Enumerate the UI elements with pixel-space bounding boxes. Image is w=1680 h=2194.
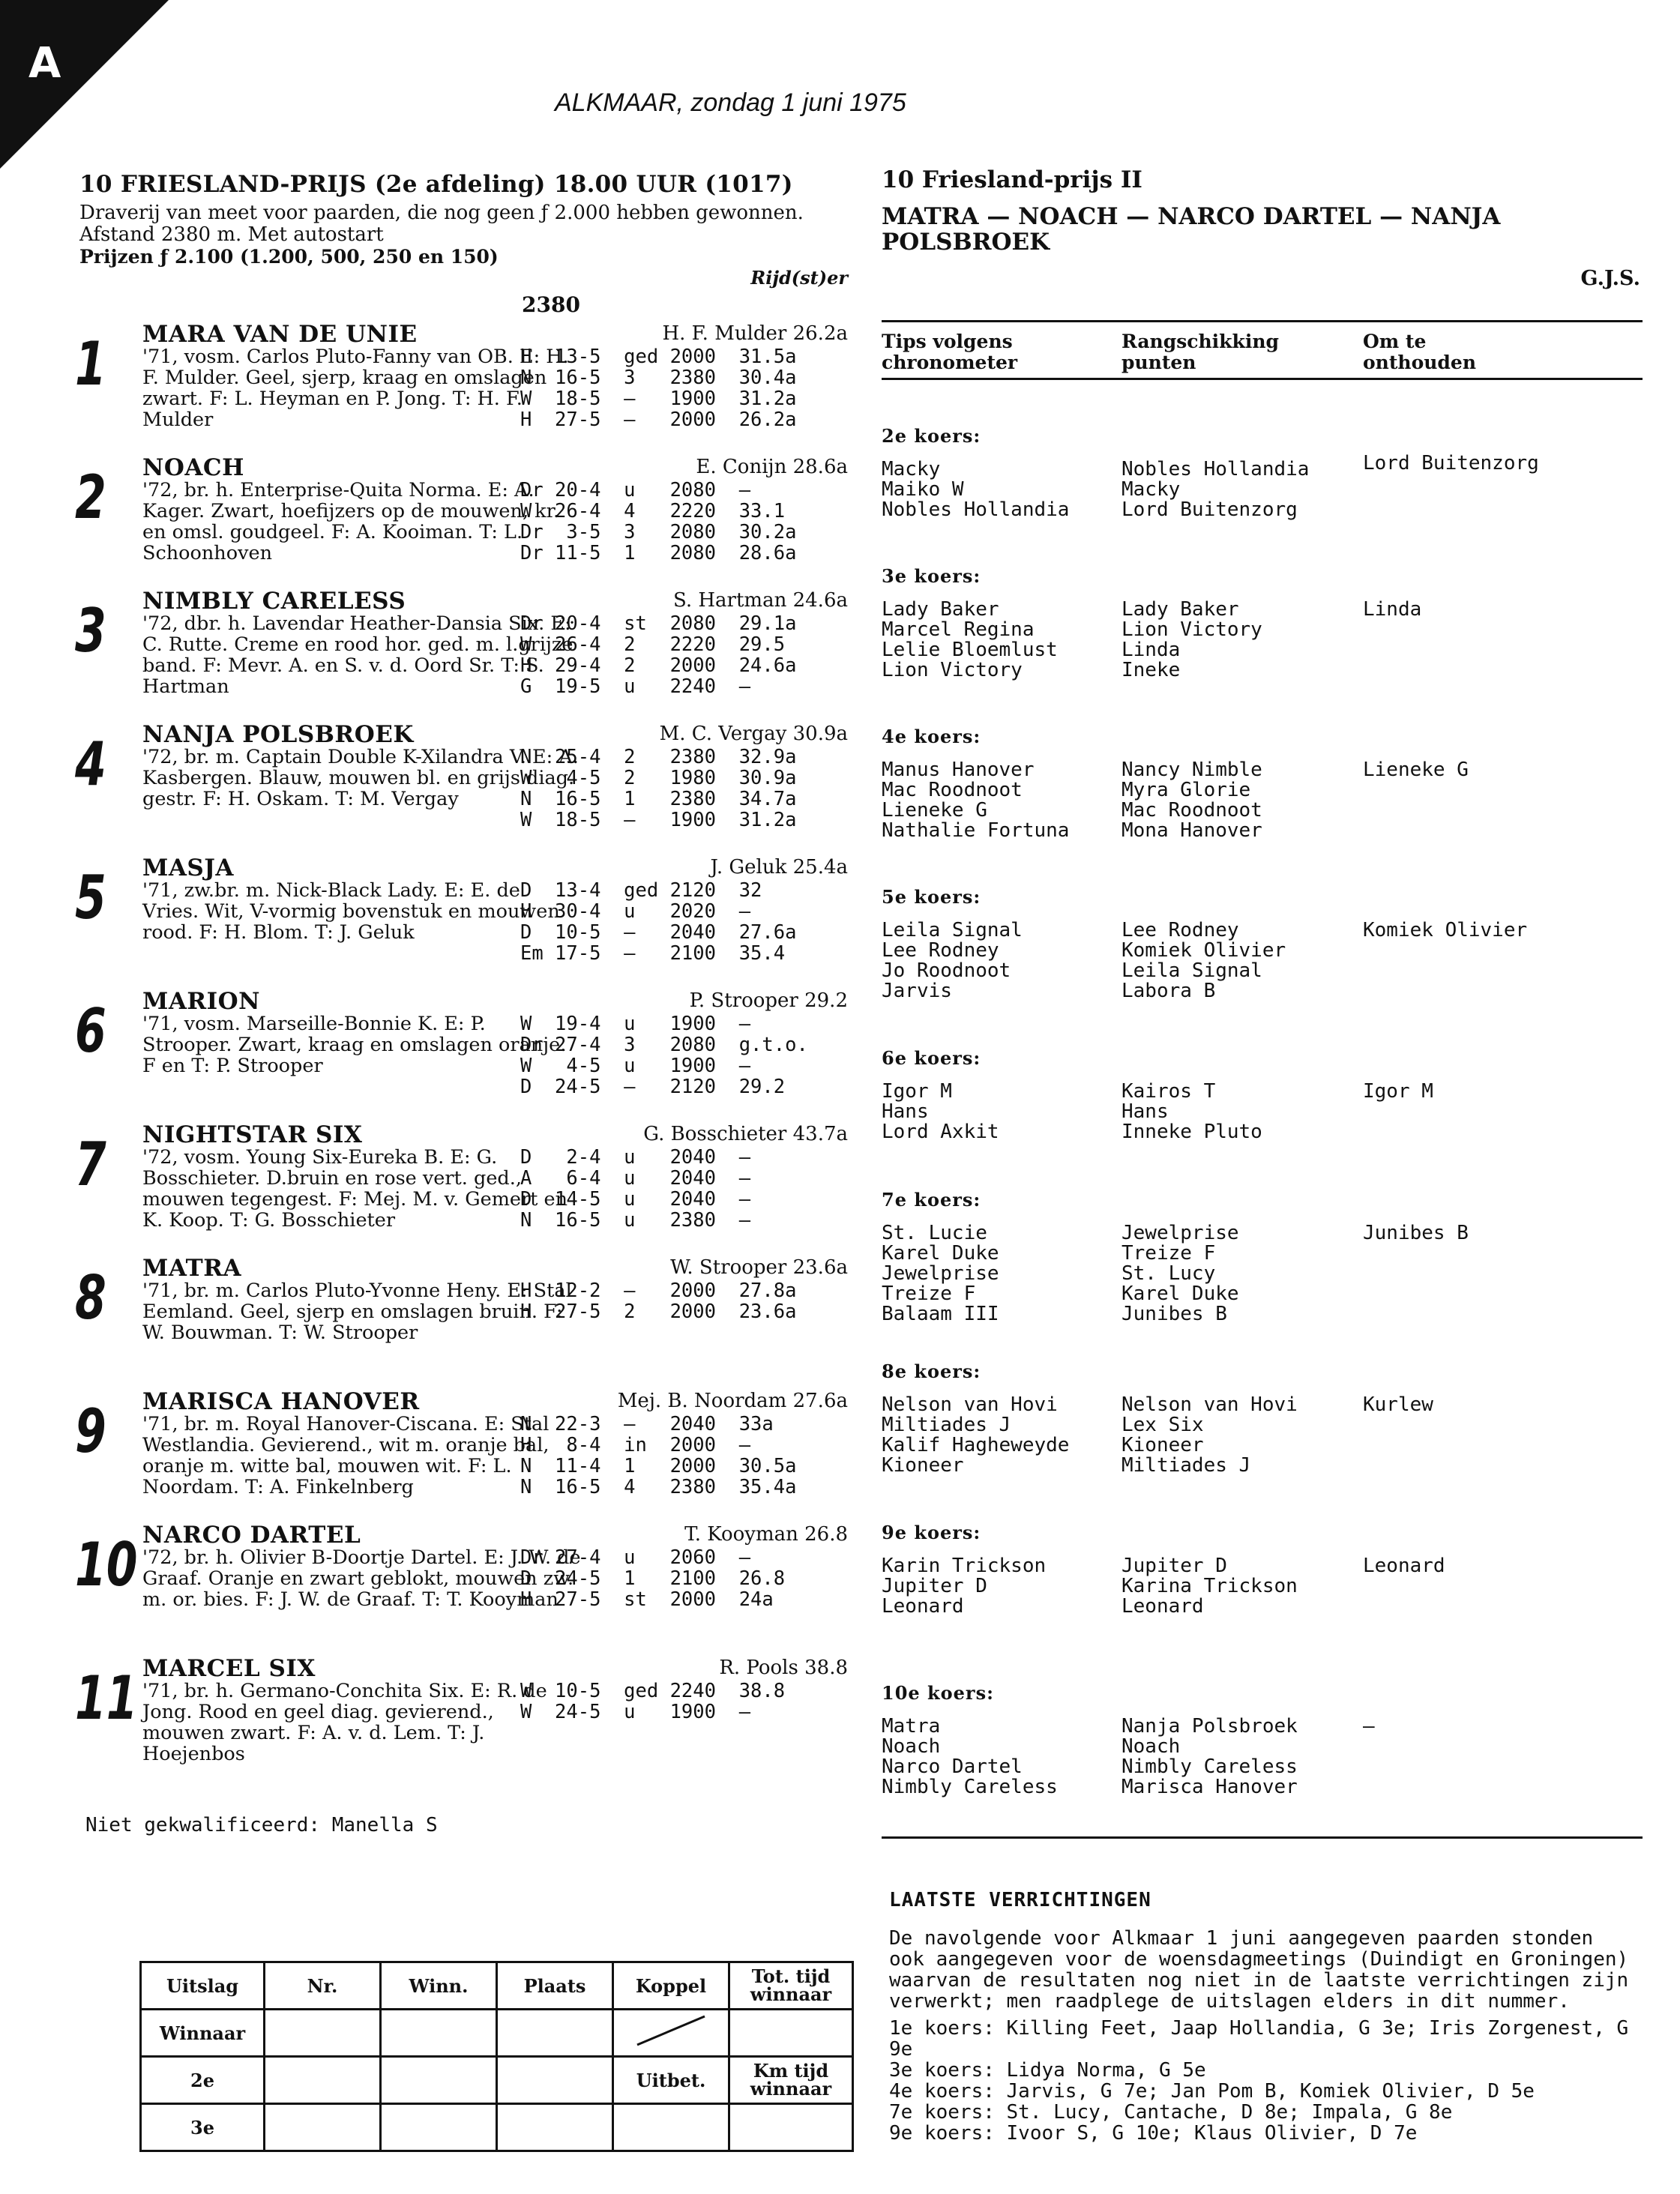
laatste-line: 7e koers: St. Lucy, Cantache, D 8e; Impala, G 8e (889, 2101, 1453, 2124)
result-cell[interactable] (729, 2010, 853, 2057)
horse-starts: D 13-4 ged 2120 32 H 30-4 u 2020 — D 10-5 — 2040 27.6a Em 17-5 — 2100 35.4 (520, 879, 797, 965)
horse-entry (75, 988, 848, 1121)
result-cell[interactable] (613, 2104, 729, 2151)
horse-entry (75, 855, 848, 988)
divider (882, 1836, 1643, 1839)
result-row-winnaar: Winnaar (141, 2010, 265, 2057)
horse-name: NANJA POLSBROEK (142, 721, 414, 748)
horse-description: '71, vosm. Carlos Pluto-Fanny van OB. E: H. F. Mulder. Geel, sjerp, kraag en omslagen zwart. F: L. Heyman en P. Jong. T: H. F. Mulder (142, 346, 569, 431)
horse-driver: P. Strooper 29.2 (689, 989, 848, 1012)
koers-tips: Macky Maiko W Nobles Hollandia (882, 458, 1070, 521)
horse-number: 10 (75, 1530, 138, 1600)
koers-block (882, 565, 1643, 681)
horse-entry (75, 1522, 848, 1655)
koers-tips: Lady Baker Marcel Regina Lelie Bloemlust Lion Victory (882, 598, 1058, 681)
horse-number: 11 (75, 1663, 138, 1733)
koers-tips: Karin Trickson Jupiter D Leonard (882, 1555, 1047, 1618)
horse-driver: Mej. B. Noordam 27.6a (617, 1390, 848, 1412)
laatste-title: LAATSTE VERRICHTINGEN (889, 1889, 1151, 1911)
koers-title: 5e koers: (882, 886, 981, 908)
laatste-verrichtingen (889, 1889, 1639, 2144)
race-prizes: Prijzen ƒ 2.100 (1.200, 500, 250 en 150) (79, 246, 499, 268)
koers-block (882, 1360, 1643, 1477)
result-cell[interactable] (497, 2104, 613, 2151)
col-header-chronometer: Tips volgens chronometer (882, 331, 1018, 373)
result-cell[interactable] (497, 2010, 613, 2057)
horse-starts: N 25-4 2 2380 32.9a W 4-5 2 1980 30.9a N 16-5 1 2380 34.7a W 18-5 — 1900 31.2a (520, 746, 797, 831)
horse-number: 5 (75, 863, 106, 932)
horse-name: MASJA (142, 855, 234, 881)
result-cell[interactable] (497, 2057, 613, 2104)
laatste-lines (889, 2018, 1639, 2144)
horse-entry (75, 1655, 848, 1788)
horse-driver: G. Bosschieter 43.7a (643, 1123, 848, 1145)
koers-onthouden: Lord Buitenzorg (1363, 452, 1539, 474)
tips-author: G.J.S. (1580, 267, 1640, 290)
horse-entry (75, 321, 848, 454)
horse-driver: W. Strooper 23.6a (670, 1256, 848, 1279)
horse-list (75, 321, 848, 1788)
horse-name: NIGHTSTAR SIX (142, 1121, 363, 1148)
horse-number: 7 (75, 1130, 106, 1199)
koers-block (882, 886, 1643, 1002)
result-cell[interactable] (265, 2057, 381, 2104)
koers-onthouden: Junibes B (1363, 1222, 1469, 1244)
koers-title: 9e koers: (882, 1522, 981, 1543)
koers-block (882, 1189, 1643, 1325)
koers-title: 4e koers: (882, 726, 981, 747)
horse-entry (75, 454, 848, 588)
horse-entry (75, 721, 848, 855)
result-row-2e: 2e (141, 2057, 265, 2104)
tips-pick: MATRA — NOACH — NARCO DARTEL — NANJA POLSBROEK (882, 203, 1501, 256)
result-cell[interactable] (265, 2104, 381, 2151)
horse-description: '72, br. h. Enterprise-Quita Norma. E: A. Kager. Zwart, hoefijzers op de mouwen, kr. en omsl. goudgeel. F: A. Kooiman. T: L. Schoonhoven (142, 479, 560, 564)
koers-tips: Leila Signal Lee Rodney Jo Roodnoot Jarvis (882, 919, 1023, 1002)
horse-name: MATRA (142, 1255, 242, 1282)
koers-block (882, 1682, 1643, 1798)
horse-number: 6 (75, 996, 106, 1066)
horse-description: '72, br. m. Captain Double K-Xilandra V. E: A. Kasbergen. Blauw, mouwen bl. en grijs diag. gestr. F: H. Oskam. T: M. Vergay (142, 746, 579, 810)
koers-rangschikking: Nelson van Hovi Lex Six Kioneer Miltiades J (1121, 1393, 1298, 1477)
horse-description: '71, vosm. Marseille-Bonnie K. E: P. Strooper. Zwart, kraag en omslagen oranje. F en T: P. Strooper (142, 1013, 567, 1077)
horse-starts: D 2-4 u 2040 — A 6-4 u 2040 — D 14-5 u 2040 — N 16-5 u 2380 — (520, 1146, 751, 1232)
result-header-plaats: Plaats (497, 1962, 613, 2010)
horse-starts: Dr 20-4 u 2080 — W 26-4 4 2220 33.1 Dr 3-5 3 2080 30.2a Dr 11-5 1 2080 28.6a (520, 479, 797, 564)
corner-letter: A (28, 39, 61, 88)
horse-number: 9 (75, 1396, 106, 1466)
horse-driver: J. Geluk 25.4a (710, 856, 848, 878)
race-title: 10 FRIESLAND-PRIJS (2e afdeling) 18.00 UUR (1017) (79, 171, 793, 198)
laatste-line: 4e koers: Jarvis, G 7e; Jan Pom B, Komiek Olivier, D 5e (889, 2080, 1535, 2103)
horse-driver: T. Kooyman 26.8 (684, 1523, 848, 1546)
horse-name: MARCEL SIX (142, 1655, 316, 1682)
niet-gekwalificeerd: Niet gekwalificeerd: Manella S (85, 1814, 438, 1836)
horse-number: 4 (75, 729, 106, 799)
horse-description: '71, zw.br. m. Nick-Black Lady. E: E. de Vries. Wit, V-vormig bovenstuk en mouwen rood. F: H. Blom. T: J. Geluk (142, 879, 560, 944)
result-header-nr: Nr. (265, 1962, 381, 2010)
koers-onthouden: Leonard (1363, 1555, 1445, 1577)
corner-tab (0, 0, 169, 169)
horse-driver: R. Pools 38.8 (719, 1657, 848, 1679)
result-header-uitslag: Uitslag (141, 1962, 265, 2010)
rijdster-label: Rijd(st)er (750, 267, 848, 289)
koers-rangschikking: Jewelprise Treize F St. Lucy Karel Duke Junibes B (1121, 1222, 1239, 1325)
page-header: ALKMAAR, zondag 1 juni 1975 (555, 88, 906, 117)
horse-name: NIMBLY CARELESS (142, 588, 406, 615)
result-cell[interactable] (381, 2010, 497, 2057)
koers-onthouden: Lieneke G (1363, 759, 1469, 781)
koers-block (882, 1047, 1643, 1143)
koers-onthouden: Linda (1363, 598, 1422, 621)
result-cell[interactable] (381, 2057, 497, 2104)
koers-rangschikking: Kairos T Hans Inneke Pluto (1121, 1080, 1262, 1143)
koers-title: 8e koers: (882, 1360, 981, 1382)
koers-tips: Manus Hanover Mac Roodnoot Lieneke G Nathalie Fortuna (882, 759, 1070, 842)
race-description: Draverij van meet voor paarden, die nog geen ƒ 2.000 hebben gewonnen. Afstand 2380 m. Met autostart (79, 202, 804, 246)
col-header-rangschikking: Rangschikking punten (1121, 331, 1279, 373)
tips-column (882, 166, 1646, 2145)
horse-starts: Dr 27-4 u 2060 — D 24-5 1 2100 26.8 H 27-5 st 2000 24a (520, 1546, 786, 1611)
horse-description: '71, br. m. Royal Hanover-Ciscana. E: Stal Westlandia. Gevierend., wit m. oranje bal, oranje m. witte bal, mouwen wit. F: L. Noordam. T: A. Finkelnberg (142, 1413, 550, 1498)
koers-rangschikking: Nobles Hollandia Macky Lord Buitenzorg (1121, 458, 1310, 521)
race-program (75, 171, 848, 1836)
koers-title: 3e koers: (882, 565, 981, 587)
horse-driver: S. Hartman 24.6a (672, 589, 848, 612)
horse-starts: H 13-5 ged 2000 31.5a N 16-5 3 2380 30.4a W 18-5 — 1900 31.2a H 27-5 — 2000 26.2a (520, 346, 797, 431)
koers-onthouden: Kurlew (1363, 1393, 1433, 1416)
result-row-3e: 3e (141, 2104, 265, 2151)
horse-name: MARA VAN DE UNIE (142, 321, 418, 348)
koers-rangschikking: Lee Rodney Komiek Olivier Leila Signal Labora B (1121, 919, 1286, 1002)
horse-name: MARISCA HANOVER (142, 1388, 420, 1415)
horse-entry (75, 1255, 848, 1388)
horse-description: '72, dbr. h. Lavendar Heather-Dansia Six. E: C. Rutte. Creme en rood hor. ged. m. l.grijze band. F: Mevr. A. en S. v. d. Oord Sr. T: S. Hartman (142, 612, 573, 698)
koers-title: 2e koers: (882, 425, 981, 447)
koers-rangschikking: Nancy Nimble Myra Glorie Mac Roodnoot Mona Hanover (1121, 759, 1262, 842)
divider (882, 378, 1643, 380)
laatste-intro: De navolgende voor Alkmaar 1 juni aangegeven paarden stonden ook aangegeven voor de woensdagmeetings (Duindigt en Groningen) waarvan de resultaten nog niet in de laatste verrichtingen zijn verwerkt; men raadplege de uitslagen elders in dit nummer. (889, 1927, 1629, 2013)
horse-number: 1 (75, 329, 106, 399)
result-box (139, 1961, 854, 2152)
horse-number: 3 (75, 596, 106, 666)
laatste-line: 3e koers: Lidya Norma, G 5e (889, 2059, 1206, 2082)
horse-driver: M. C. Vergay 30.9a (659, 723, 848, 745)
horse-entry (75, 1121, 848, 1255)
laatste-line: 1e koers: Killing Feet, Jaap Hollandia, G 3e; Iris Zorgenest, G 9e (889, 2017, 1629, 2061)
distance-label: 2380 (522, 292, 580, 317)
horse-number: 2 (75, 462, 106, 532)
horse-starts: Dr 20-4 st 2080 29.1a W 26-4 2 2220 29.5 H 29-4 2 2000 24.6a G 19-5 u 2240 — (520, 612, 797, 698)
koers-onthouden: Igor M (1363, 1080, 1433, 1103)
result-uitbet-label: Uitbet. (613, 2057, 729, 2104)
col-header-onthouden: Om te onthouden (1363, 331, 1476, 373)
horse-name: NARCO DARTEL (142, 1522, 361, 1549)
horse-description: '71, br. m. Carlos Pluto-Yvonne Heny. E: Stal Eemland. Geel, sjerp en omslagen bruin. F: W. Bouwman. T: W. Strooper (142, 1280, 572, 1344)
koers-onthouden: — (1363, 1715, 1375, 1738)
horse-starts: H 12-2 — 2000 27.8a H 27-5 2 2000 23.6a (520, 1280, 797, 1323)
horse-description: '71, br. h. Germano-Conchita Six. E: R. de Jong. Rood en geel diag. gevierend., mouwen zwart. F: A. v. d. Lem. T: J. Hoejenbos (142, 1680, 547, 1765)
koers-onthouden: Komiek Olivier (1363, 919, 1528, 941)
koers-title: 6e koers: (882, 1047, 981, 1069)
horse-description: '72, vosm. Young Six-Eureka B. E: G. Bosschieter. D.bruin en rose vert. ged., mouwen tegengest. F: Mej. M. v. Gemert en K. Koop. T: G. Bosschieter (142, 1146, 568, 1232)
result-header-tot-tijd: Tot. tijd winnaar (729, 1962, 853, 2010)
horse-starts: N 22-3 — 2040 33a H 8-4 in 2000 — N 11-4 1 2000 30.5a N 16-5 4 2380 35.4a (520, 1413, 797, 1498)
horse-name: NOACH (142, 454, 244, 481)
koers-rangschikking: Jupiter D Karina Trickson Leonard (1121, 1555, 1298, 1618)
koers-title: 10e koers: (882, 1682, 994, 1704)
result-cell-diagonal (613, 2010, 729, 2057)
tips-title: 10 Friesland-prijs II (882, 166, 1142, 193)
koers-block (882, 425, 1643, 521)
result-km-tijd-label: Km tijd winnaar (729, 2057, 853, 2104)
result-header-winn: Winn. (381, 1962, 497, 2010)
koers-tips: Igor M Hans Lord Axkit (882, 1080, 999, 1143)
result-header-koppel: Koppel (613, 1962, 729, 2010)
koers-tips: Matra Noach Narco Dartel Nimbly Careless (882, 1715, 1058, 1798)
horse-number: 8 (75, 1263, 106, 1333)
horse-entry (75, 1388, 848, 1522)
divider (882, 320, 1643, 322)
diagonal-line (626, 2012, 716, 2049)
horse-driver: E. Conijn 28.6a (696, 456, 848, 478)
horse-starts: W 10-5 ged 2240 38.8 W 24-5 u 1900 — (520, 1680, 786, 1723)
koers-block (882, 726, 1643, 842)
koers-tips: St. Lucie Karel Duke Jewelprise Treize F Balaam III (882, 1222, 999, 1325)
koers-title: 7e koers: (882, 1189, 981, 1211)
horse-starts: W 19-4 u 1900 — Dr 27-4 3 2080 g.t.o. W 4-5 u 1900 — D 24-5 — 2120 29.2 (520, 1013, 808, 1098)
result-cell[interactable] (381, 2104, 497, 2151)
horse-description: '72, br. h. Olivier B-Doortje Dartel. E: J. W. de Graaf. Oranje en zwart geblokt, mouwen zw. m. or. bies. F: J. W. de Graaf. T: T. Kooyman (142, 1546, 581, 1611)
horse-driver: H. F. Mulder 26.2a (662, 322, 848, 345)
koers-tips: Nelson van Hovi Miltiades J Kalif Hagheweyde Kioneer (882, 1393, 1070, 1477)
horse-entry (75, 588, 848, 721)
laatste-line: 9e koers: Ivoor S, G 10e; Klaus Olivier, D 7e (889, 2122, 1418, 2145)
horse-name: MARION (142, 988, 260, 1015)
result-cell[interactable] (729, 2104, 853, 2151)
koers-block (882, 1522, 1643, 1618)
koers-rangschikking: Lady Baker Lion Victory Linda Ineke (1121, 598, 1262, 681)
result-cell[interactable] (265, 2010, 381, 2057)
koers-rangschikking: Nanja Polsbroek Noach Nimbly Careless Marisca Hanover (1121, 1715, 1298, 1798)
